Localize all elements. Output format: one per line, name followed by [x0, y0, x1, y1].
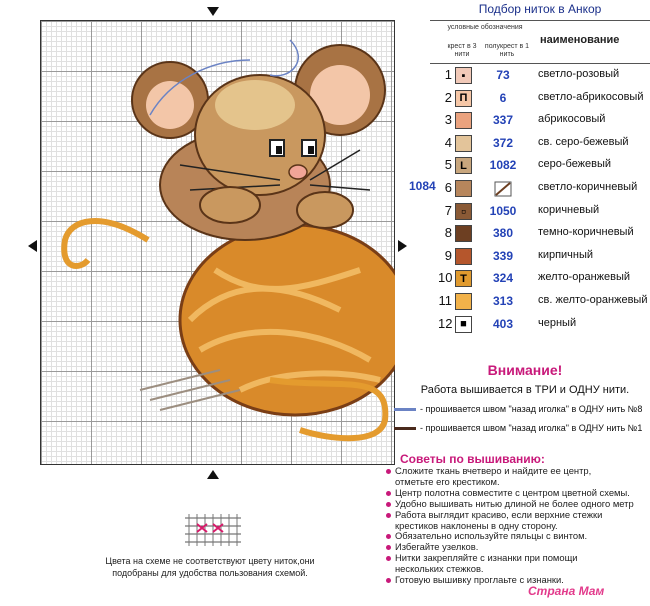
tip-text: Удобно вышивать нитью длиной не более одного метр [395, 498, 634, 509]
tips-list [385, 466, 650, 586]
tip-item [385, 531, 650, 542]
legend-row [430, 313, 650, 336]
stitch-blue-text: - прошивается швом "назад иголка" в ОДНУ нить №8 [420, 404, 643, 414]
side-thread-code: 1084 [409, 179, 436, 193]
row-number: 10 [438, 270, 453, 286]
row-name: светло-абрикосовый [538, 90, 644, 103]
row-symbol: ■ [455, 316, 472, 333]
tips-title: Советы по вышиванию: [400, 452, 545, 466]
tip-text: Нитки закрепляйте с изнанки при помощи [395, 553, 578, 564]
header-full-cross: крест в 3 нити [447, 43, 477, 58]
row-number: 4 [444, 134, 452, 150]
tip-item [385, 466, 650, 477]
row-code: 1082 [489, 158, 517, 173]
legend-header [430, 20, 650, 64]
bullet-icon [386, 556, 391, 561]
row-name: желто-оранжевый [538, 271, 631, 284]
row-symbol [455, 225, 472, 242]
row-number: 6 [444, 179, 452, 195]
bullet-icon [386, 578, 391, 583]
row-code: 339 [492, 248, 514, 263]
row-name: серо-бежевый [538, 158, 612, 171]
row-symbol: ▪ [455, 67, 472, 84]
row-name: светло-розовый [538, 68, 620, 80]
row-symbol [455, 248, 472, 265]
note-text: Цвета на схеме не соответствуют цвету ниток,они подобраны для удобства пользования схемой. [105, 556, 315, 578]
tip-text: Готовую вышивку проглаьте с изнанки. [395, 575, 564, 586]
tip-item [385, 564, 650, 575]
legend-row [430, 132, 650, 155]
tip-text: Обязательно используйте пяльцы с винтом. [395, 531, 588, 542]
left-center-arrow [28, 240, 37, 252]
row-code: 73 [496, 68, 510, 82]
watermark: Страна Мам [528, 584, 605, 598]
row-number: 1 [444, 67, 452, 82]
row-name: коричневый [538, 203, 600, 216]
bullet-icon [386, 491, 391, 496]
row-name: св. серо-бежевый [538, 135, 629, 148]
tip-text: нескольких стежков. [395, 564, 484, 575]
row-symbol [455, 112, 472, 129]
row-symbol: Т [455, 270, 472, 287]
row-symbol: ▫ [455, 203, 472, 220]
row-name: темно-коричневый [538, 226, 634, 239]
legend-rows [430, 64, 650, 335]
row-number: 7 [444, 202, 452, 218]
stitch-line-blue [394, 404, 650, 414]
tip-item [385, 488, 650, 499]
row-number: 9 [444, 247, 452, 263]
tip-item [385, 477, 650, 488]
row-code: 337 [492, 113, 514, 128]
row-name: кирпичный [538, 248, 594, 261]
attention-title: Внимание! [487, 362, 563, 378]
bullet-icon [386, 534, 391, 539]
row-name: светло-коричневый [538, 180, 638, 193]
bullet-icon [386, 513, 391, 518]
row-symbol [455, 180, 472, 197]
row-number: 2 [444, 89, 452, 105]
legend-row [430, 267, 650, 290]
tip-text: Работа выглядит красиво, если верхние стежки [395, 509, 603, 520]
row-code: 372 [492, 135, 514, 150]
row-number: 8 [444, 225, 452, 241]
row-symbol: L [455, 157, 472, 174]
row-name: черный [538, 316, 577, 329]
header-name: наименование [540, 34, 620, 46]
bullet-icon [386, 545, 391, 550]
row-name: абрикосовый [538, 113, 606, 126]
stitch-line-brown [394, 423, 650, 433]
blue-line-icon [394, 408, 416, 411]
legend-row [430, 109, 650, 132]
row-symbol [455, 135, 472, 152]
legend-row [430, 200, 650, 223]
tip-item [385, 553, 650, 564]
tip-item [385, 510, 650, 521]
tip-text: Центр полотна совместите с центром цветной схемы. [395, 487, 630, 498]
legend-row [430, 222, 650, 245]
legend-row [430, 177, 650, 200]
bottom-center-arrow [207, 470, 219, 479]
header-half-cross: полукрест в 1 нить [484, 43, 530, 58]
bullet-icon [386, 469, 391, 474]
legend-row [430, 64, 650, 87]
row-code: 324 [492, 271, 514, 286]
legend-row [430, 245, 650, 268]
row-number: 11 [438, 292, 452, 308]
row-code: 403 [492, 316, 514, 331]
thread-legend-table [430, 20, 650, 330]
bullet-icon [386, 502, 391, 507]
row-number: 5 [444, 157, 452, 173]
row-symbol [455, 293, 472, 310]
row-name: св. желто-оранжевый [538, 293, 648, 306]
legend-row [430, 290, 650, 313]
row-code: 380 [492, 226, 514, 241]
tip-item [385, 542, 650, 553]
tip-item [385, 575, 650, 586]
legend-row [430, 87, 650, 110]
tip-text: крестиков наклонены в одну сторону. [395, 520, 558, 531]
tip-text: отметьте его крестиком. [395, 476, 500, 487]
right-center-arrow [398, 240, 407, 252]
stitch-sample-icon [183, 510, 243, 548]
row-number: 3 [444, 112, 452, 128]
row-code [480, 181, 526, 200]
row-symbol: П [455, 90, 472, 107]
stitch-brown-text: - прошивается швом "назад иголка" в ОДНУ нить №1 [420, 423, 643, 433]
row-code: 6 [499, 90, 507, 105]
legend-row [430, 154, 650, 177]
mouse-pattern-image [40, 20, 395, 465]
tip-item [385, 521, 650, 532]
tip-item [385, 499, 650, 510]
brown-line-icon [394, 427, 416, 430]
tip-text: Избегайте узелков. [395, 542, 479, 553]
row-number: 12 [438, 315, 453, 331]
diagonal-stitch-icon [494, 181, 512, 197]
legend-title: Подбор ниток в Анкор [478, 2, 602, 16]
header-conditional: условные обозначения [447, 24, 523, 31]
row-code: 1050 [489, 203, 517, 218]
attention-text: Работа вышивается в ТРИ и ОДНУ нити. [420, 384, 630, 396]
tip-text: Сложите ткань вчетверо и найдите ее центр, [395, 466, 592, 476]
top-center-arrow [207, 7, 219, 16]
row-code: 313 [492, 293, 514, 308]
